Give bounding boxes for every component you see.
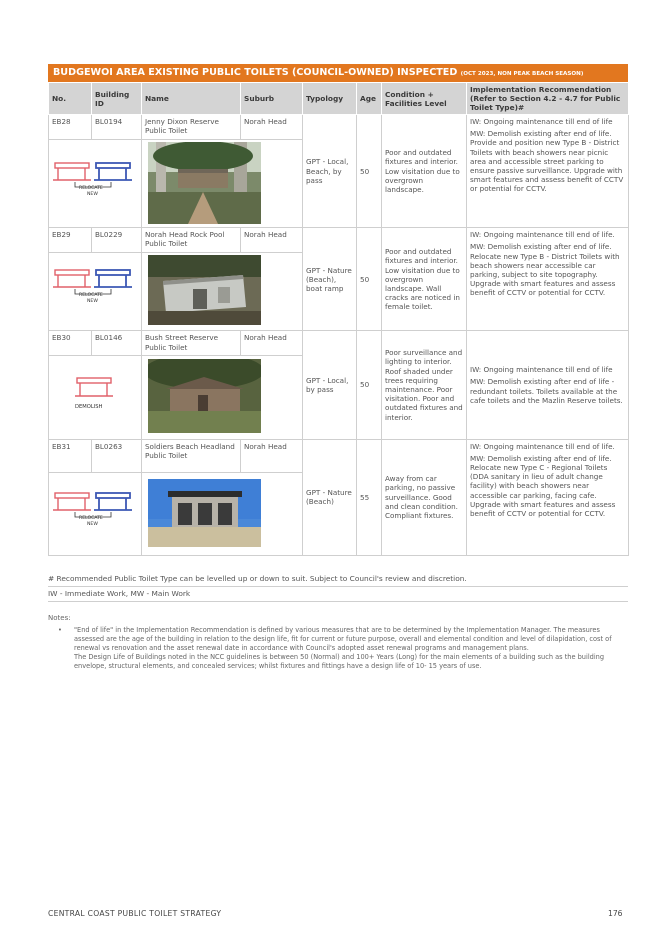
cell-recommendation [467,228,629,331]
relocate-diagram [49,472,142,555]
diagram-label-new: NEW [87,192,98,197]
photo-soldiers-beach [148,479,261,547]
existing-toilet-icon [53,163,91,180]
cell-recommendation [467,115,629,228]
relocate-diagram [49,253,142,331]
photo-bush-street-reserve [148,359,261,433]
new-toilet-icon [94,163,132,180]
diagram-label: RELOCATE [79,293,103,299]
new-toilet-icon [94,493,132,510]
cell-age: 50 [357,331,382,439]
diagram-label-new: NEW [87,299,98,305]
cell-condition: Poor and outdated fixtures and interior. Low visitation due to overgrown landscape. Wall cracks are noticed in female toilet. [382,228,467,331]
cell-age: 50 [357,228,382,331]
rec-iw: IW: Ongoing maintenance till end of life [470,365,613,375]
footer-title: CENTRAL COAST PUBLIC TOILET STRATEGY [48,909,222,918]
cell-no: EB31 [49,439,92,472]
cell-typology: GPT - Nature (Beach), boat ramp [303,228,357,331]
cell-building-id: BL0263 [92,439,142,472]
cell-suburb: Norah Head [241,228,303,253]
cell-suburb: Norah Head [241,115,303,140]
site-photo [142,253,303,331]
rec-iw: IW: Ongoing maintenance till end of life [470,117,613,126]
bullet-icon: • [58,626,62,634]
relocate-diagram-graphic [49,253,141,328]
cell-no: EB28 [49,115,92,140]
relocate-diagram-graphic [49,140,141,225]
relocate-diagram [49,140,142,228]
cell-suburb: Norah Head [241,331,303,356]
header-no: No. [49,83,92,115]
rec-mw: MW: Demolish existing after end of life. Provide and position new Type B - District Toilets with beach showers near picnic area and accessible street parking to ensure passive surveillance. Upgrade with smart features and assess benefit of CCTV or potential for CCTV. [470,129,624,194]
header-suburb: Suburb [241,83,303,115]
rec-iw: IW: Ongoing maintenance till end of life. [470,230,615,240]
divider [48,601,628,602]
toilets-table-section [48,64,628,556]
demolish-diagram [49,356,142,439]
notes-paragraph: "End of life" in the Implementation Recommendation is defined by various measures that are to be determined by the Implementation Manager. The measures assessed are the age of the building in relation to the design life, fit for current or future purpose, overall and elemental condition and level of dilapidation, cost of renewal vs renovation and the asset renewal date in accordance with Council's adopted asset renewal programs and management plans. [74,626,612,652]
photo-jenny-dixon [148,142,261,224]
existing-toilet-icon [75,378,113,396]
diagram-label: RELOCATE [79,515,103,521]
toilets-table [48,82,629,556]
cell-typology: GPT - Local, Beach, by pass [303,115,357,228]
notes-body [48,626,628,671]
notes-heading: Notes: [48,614,71,622]
header-name: Name [142,83,241,115]
rec-mw: MW: Demolish existing after end of life. Relocate new Type C - Regional Toilets (DDA sanitary in lieu of adult change facility) with beach showers near accessible car parking, facing cafe. Upgrade with smart features and assess benefit of CCTV or potential for CCTV. [470,453,616,519]
footnote-recommended: # Recommended Public Toilet Type can be levelled up or down to suit. Subject to Council's review and discretion. [48,574,467,583]
table-row [49,115,629,140]
header-typology: Typology [303,83,357,115]
new-toilet-icon [94,270,132,287]
rec-mw: MW: Demolish existing after end of life. Relocate new Type B - District Toilets with beach showers near accessible car parking, subject to site topography. Upgrade with smart features and assess benefit of CCTV or potential for CCTV. [470,242,620,298]
cell-condition: Poor surveillance and lighting to interior. Roof shaded under trees requiring maintenance. Poor visitation. Poor and outdated fixtures and interior. [382,331,467,439]
rec-iw: IW: Ongoing maintenance till end of life. [470,441,615,451]
table-title-sub: (OCT 2023, NON PEAK BEACH SEASON) [460,71,584,77]
cell-name: Soldiers Beach Headland Public Toilet [142,439,241,472]
cell-condition: Away from car parking, no passive surveillance. Good and clean condition. Compliant fixtures. [382,439,467,555]
table-title-bar [48,64,628,82]
notes-paragraph: The Design Life of Buildings noted in the NCC guidelines is between 50 (Normal) and 100+ Years (Long) for the main elements of a building such as the building envelope, structural elements, and concealed services; whilst fixtures and fittings have a design life of 10- 15 years of use. [74,653,605,670]
footnote-legend: IW - Immediate Work, MW - Main Work [48,589,191,598]
table-title: BUDGEWOI AREA EXISTING PUBLIC TOILETS (COUNCIL-OWNED) INSPECTED [53,67,458,78]
cell-building-id: BL0146 [92,331,142,356]
cell-name: Jenny Dixon Reserve Public Toilet [142,115,241,140]
cell-building-id: BL0194 [92,115,142,140]
divider [48,586,628,587]
header-building-id: Building ID [92,83,142,115]
cell-name: Norah Head Rock Pool Public Toilet [142,228,241,253]
site-photo [142,140,303,228]
cell-typology: GPT - Nature (Beach) [303,439,357,555]
header-condition: Condition + Facilities Level [382,83,467,115]
cell-typology: GPT - Local, by pass [303,331,357,439]
diagram-label-new: NEW [87,521,98,527]
existing-toilet-icon [53,493,91,510]
cell-no: EB29 [49,228,92,253]
photo-norah-head-rock-pool [148,255,261,325]
diagram-label: DEMOLISH [75,404,103,411]
table-row [49,439,629,472]
table-header-row [49,83,629,115]
cell-age: 55 [357,439,382,555]
header-recommendation: Implementation Recommendation (Refer to Section 4.2 - 4.7 for Public Toilet Type)# [467,83,629,115]
cell-condition: Poor and outdated fixtures and interior. Low visitation due to overgrown landscape. [382,115,467,228]
cell-no: EB30 [49,331,92,356]
cell-suburb: Norah Head [241,439,303,472]
diagram-label: RELOCATE [79,186,103,191]
page-number: 176 [608,909,623,918]
cell-age: 50 [357,115,382,228]
demolish-diagram-graphic [49,356,141,436]
cell-recommendation [467,331,629,439]
header-age: Age [357,83,382,115]
site-photo [142,356,303,439]
relocate-diagram-graphic [49,473,141,553]
existing-toilet-icon [53,270,91,287]
table-row [49,331,629,356]
rec-mw: MW: Demolish existing after end of life - redundant toilets. Toilets available at the cafe toilets and the Mazlin Reserve toilets. [470,377,623,405]
cell-building-id: BL0229 [92,228,142,253]
cell-name: Bush Street Reserve Public Toilet [142,331,241,356]
table-row [49,228,629,253]
cell-recommendation [467,439,629,555]
site-photo [142,472,303,555]
